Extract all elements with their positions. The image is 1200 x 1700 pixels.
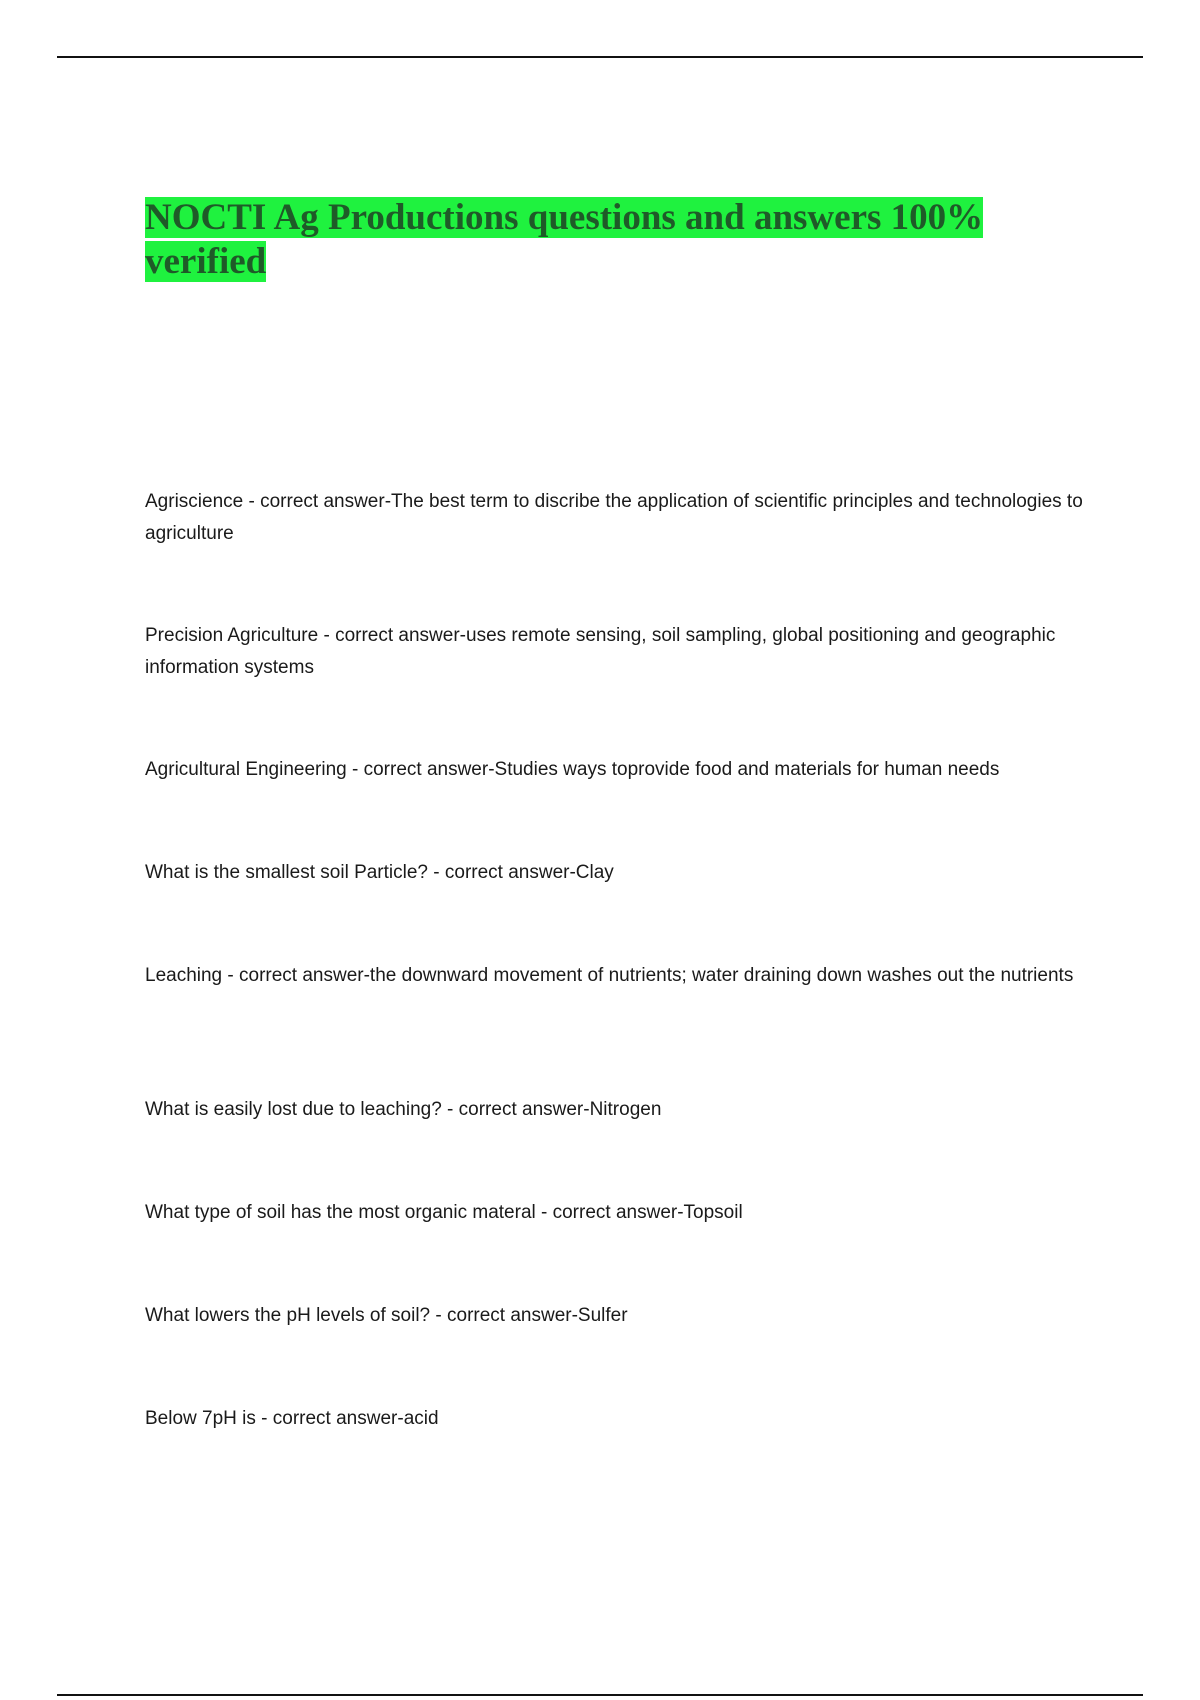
- bottom-rule: [57, 1694, 1143, 1696]
- qa-item: Precision Agriculture - correct answer-uses remote sensing, soil sampling, global positioning and geographic information systems: [145, 625, 1056, 678]
- document-title: [145, 196, 1045, 284]
- qa-item: Agricultural Engineering - correct answer-Studies ways toprovide food and materials for human needs: [145, 759, 1000, 780]
- qa-item: Below 7pH is - correct answer-acid: [145, 1408, 439, 1429]
- qa-item: Agriscience - correct answer-The best term to discribe the application of scientific principles and technologies to agriculture: [145, 491, 1083, 544]
- top-rule: [57, 56, 1143, 58]
- qa-item: What lowers the pH levels of soil? - correct answer-Sulfer: [145, 1305, 628, 1326]
- qa-item: What is the smallest soil Particle? - correct answer-Clay: [145, 862, 614, 883]
- qa-item: Leaching - correct answer-the downward movement of nutrients; water draining down washes out the nutrients: [145, 965, 1074, 986]
- qa-item: What is easily lost due to leaching? - correct answer-Nitrogen: [145, 1099, 662, 1120]
- title-highlight: NOCTI Ag Productions questions and answers 100% verified: [145, 197, 984, 282]
- qa-item: What type of soil has the most organic materal - correct answer-Topsoil: [145, 1202, 743, 1223]
